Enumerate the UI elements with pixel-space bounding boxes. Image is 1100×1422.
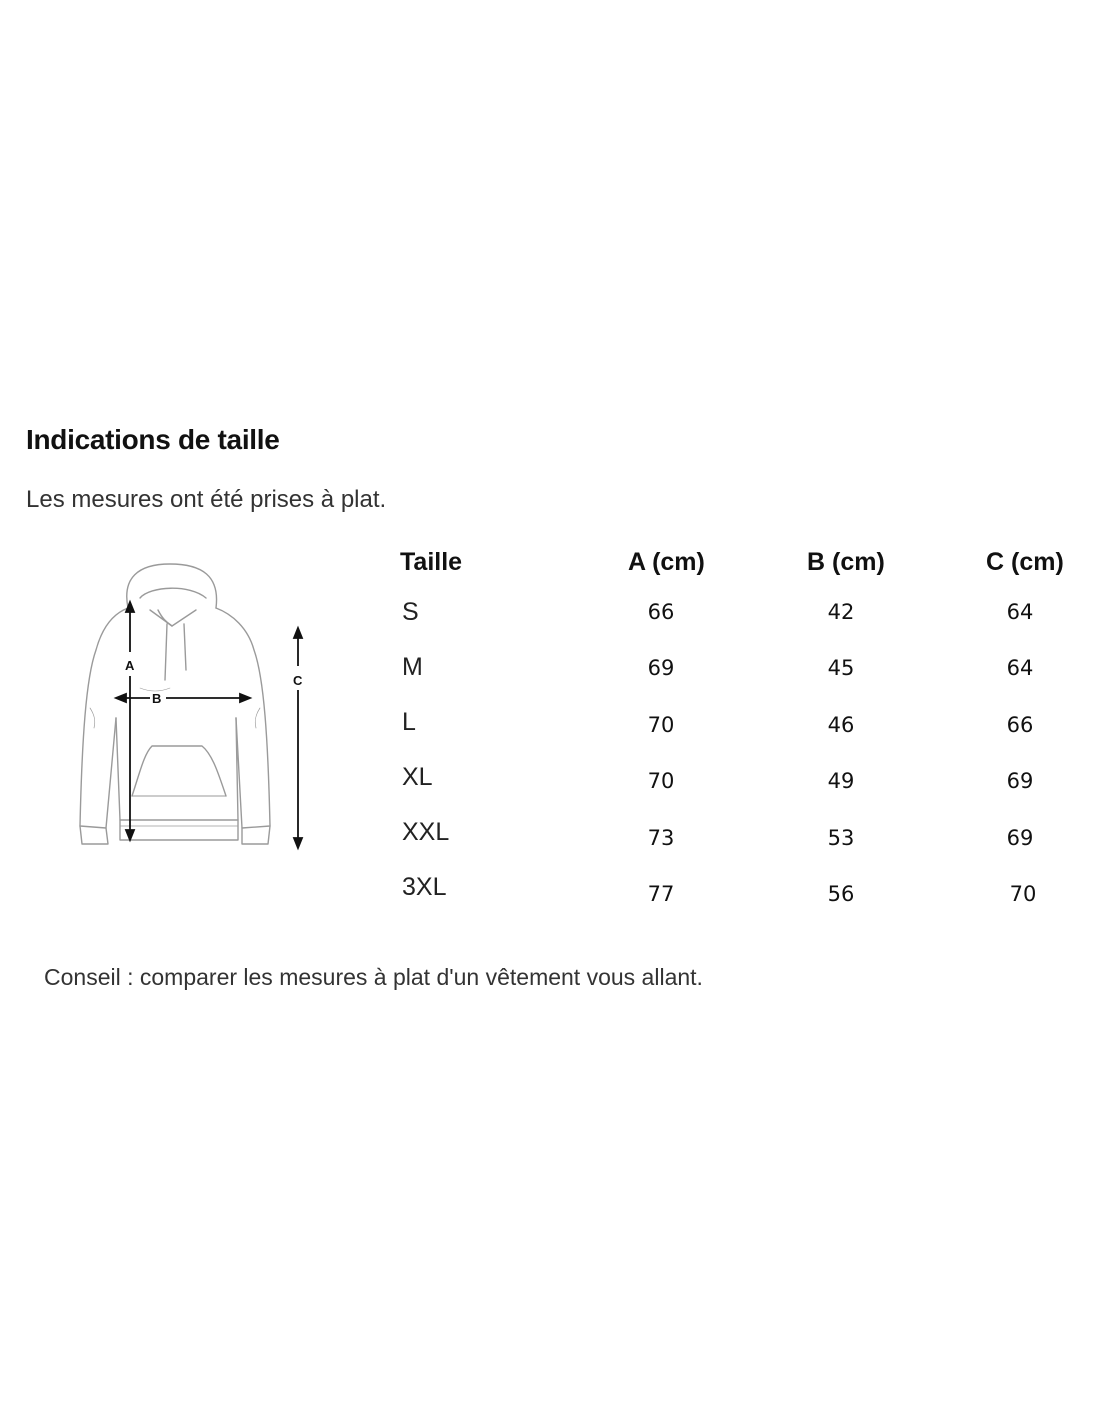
- dimension-label-b: B: [152, 691, 162, 706]
- dimension-arrows: [116, 602, 302, 848]
- size-cell: XL: [402, 763, 433, 791]
- value-a: 70: [647, 713, 675, 737]
- header-c: C (cm): [986, 548, 1064, 576]
- value-c: 64: [1006, 600, 1034, 624]
- size-cell: S: [402, 598, 419, 626]
- sizing-tip: Conseil : comparer les mesures à plat d'un vêtement vous allant.: [44, 964, 703, 990]
- value-c: 69: [1006, 826, 1034, 850]
- dimension-label-a: A: [125, 658, 135, 673]
- value-a: 73: [647, 826, 675, 850]
- value-a: 70: [647, 769, 675, 793]
- value-a: 66: [647, 600, 675, 624]
- dimension-label-c: C: [293, 673, 303, 688]
- value-b: 56: [827, 882, 855, 906]
- value-c: 66: [1006, 713, 1034, 737]
- measurement-note: Les mesures ont été prises à plat.: [26, 486, 387, 513]
- size-cell: XXL: [402, 818, 450, 846]
- size-cell: M: [402, 653, 423, 681]
- page-title: Indications de taille: [26, 424, 280, 455]
- value-b: 53: [827, 826, 855, 850]
- header-size: Taille: [400, 548, 463, 576]
- size-cell: 3XL: [402, 873, 447, 901]
- value-b: 49: [827, 769, 855, 793]
- header-b: B (cm): [807, 548, 885, 576]
- value-c: 70: [1009, 882, 1037, 906]
- hoodie-diagram: [70, 558, 320, 858]
- value-a: 77: [647, 882, 675, 906]
- header-a: A (cm): [628, 548, 705, 576]
- value-c: 64: [1006, 656, 1034, 680]
- value-b: 45: [827, 656, 855, 680]
- value-c: 69: [1006, 769, 1034, 793]
- value-b: 42: [827, 600, 855, 624]
- size-cell: L: [402, 708, 416, 736]
- value-b: 46: [827, 713, 855, 737]
- value-a: 69: [647, 656, 675, 680]
- hoodie-outline: [80, 564, 270, 844]
